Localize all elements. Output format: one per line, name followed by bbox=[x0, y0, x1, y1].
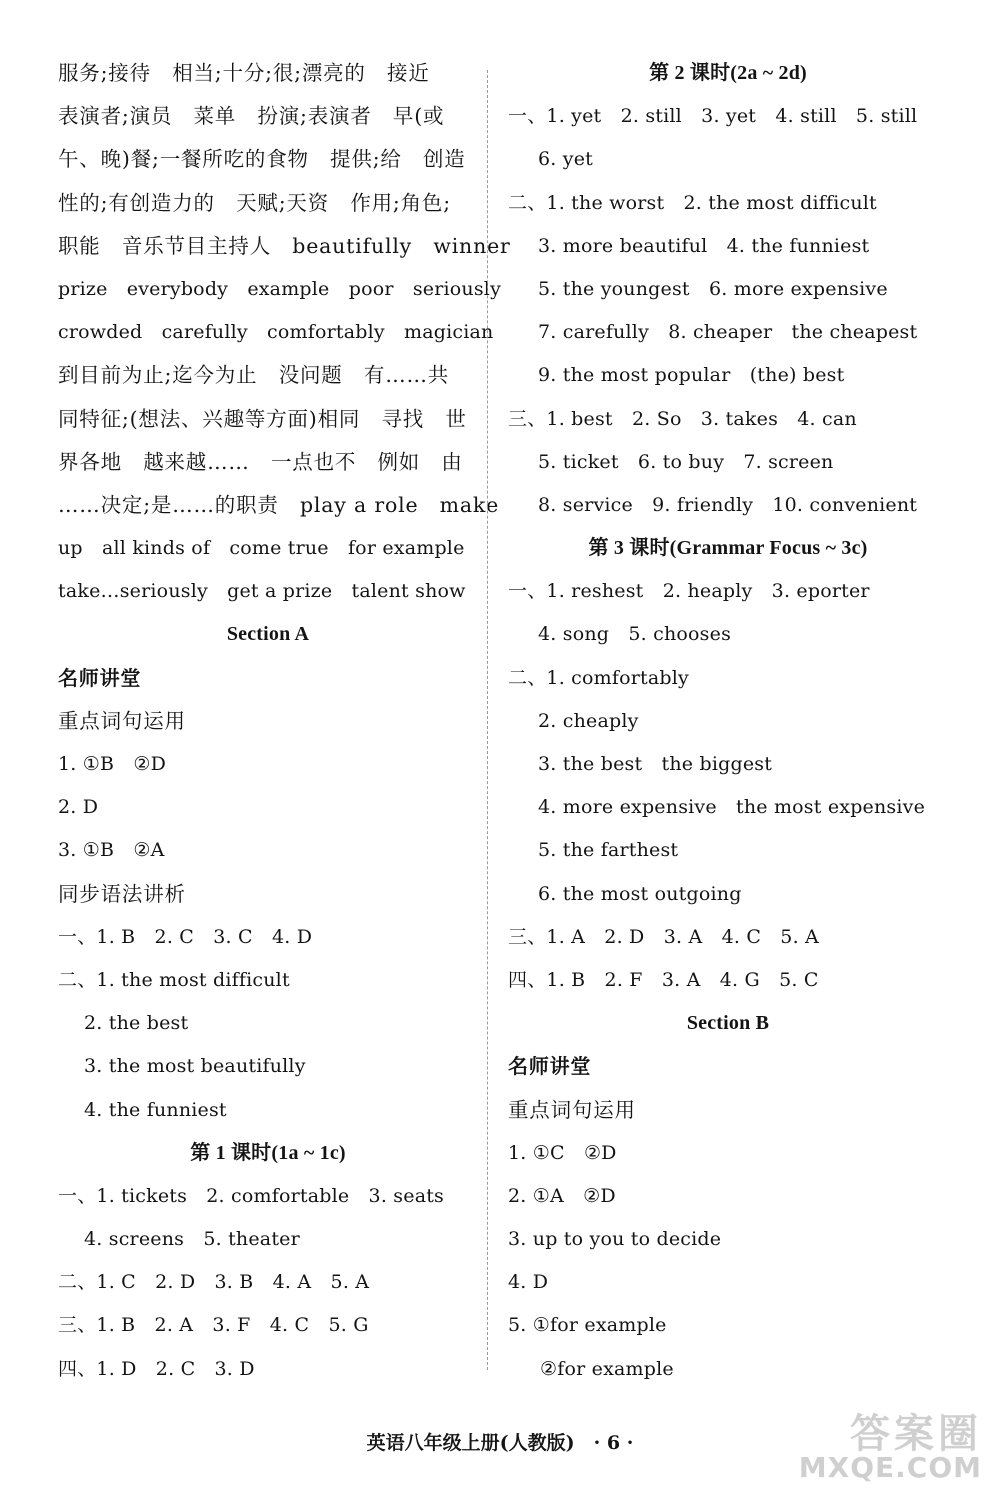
answer-line: 3. the most beautifully bbox=[84, 1055, 306, 1078]
answer-line: 4. D bbox=[508, 1271, 549, 1294]
section-heading: 第 3 课时(Grammar Focus ~ 3c) bbox=[588, 537, 868, 560]
answer-line: 9. the most popular (the) best bbox=[538, 364, 845, 387]
watermark-url: MXQE.COM bbox=[798, 1451, 982, 1484]
answer-line: 三、1. B 2. A 3. F 4. C 5. G bbox=[58, 1314, 369, 1337]
answer-line: 一、1. B 2. C 3. C 4. D bbox=[58, 925, 313, 948]
answer-line: 2. the best bbox=[84, 1012, 189, 1035]
answer-line: 3. more beautiful 4. the funniest bbox=[538, 234, 870, 257]
answer-line: 二、1. C 2. D 3. B 4. A 5. A bbox=[58, 1271, 370, 1294]
answer-line: 界各地 越来越…… 一点也不 例如 由 bbox=[58, 449, 463, 474]
answer-line: 2. D bbox=[58, 796, 99, 819]
answer-line: 三、1. best 2. So 3. takes 4. can bbox=[508, 407, 857, 430]
answer-line: 一、1. tickets 2. comfortable 3. seats bbox=[58, 1184, 445, 1207]
answer-line: prize everybody example poor seriously bbox=[58, 277, 502, 300]
answer-line: 一、1. yet 2. still 3. yet 4. still 5. still bbox=[508, 105, 918, 128]
left-column bbox=[58, 52, 511, 1391]
answer-line: 重点词句运用 bbox=[58, 708, 186, 733]
answer-line: 服务;接待 相当;十分;很;漂亮的 接近 bbox=[58, 61, 430, 85]
answer-line: 3. the best the biggest bbox=[538, 753, 773, 775]
section-heading: 第 2 课时(2a ~ 2d) bbox=[649, 62, 807, 84]
answer-line: 1. ①B ②D bbox=[58, 753, 167, 775]
answer-line: 二、1. comfortably bbox=[508, 666, 689, 689]
answer-line: 3. up to you to decide bbox=[508, 1228, 722, 1251]
answer-line: take…seriously get a prize talent show bbox=[58, 580, 466, 603]
answer-line: 名师讲堂 bbox=[508, 1054, 592, 1079]
answer-line: 3. ①B ②A bbox=[58, 839, 165, 862]
answer-line: 8. service 9. friendly 10. convenient bbox=[538, 493, 918, 516]
answer-line: 重点词句运用 bbox=[508, 1097, 636, 1122]
answer-line: 二、1. the worst 2. the most difficult bbox=[508, 191, 877, 214]
answer-line: 6. the most outgoing bbox=[538, 882, 742, 905]
watermark-title: 答案圈 bbox=[850, 1411, 982, 1457]
section-heading: 第 1 课时(1a ~ 1c) bbox=[190, 1141, 346, 1164]
answer-line: 一、1. reshest 2. heaply 3. eporter bbox=[508, 580, 870, 603]
answer-line: 2. ①A ②D bbox=[508, 1184, 616, 1207]
answer-line: 同步语法讲析 bbox=[58, 881, 186, 906]
answer-line: 表演者;演员 菜单 扮演;表演者 早(或 bbox=[58, 104, 445, 129]
answer-line: 1. ①C ②D bbox=[508, 1141, 617, 1164]
answer-line: 名师讲堂 bbox=[58, 665, 142, 690]
answer-line: crowded carefully comfortably magician bbox=[58, 321, 494, 344]
answer-line: 午、晚)餐;一餐所吃的食物 提供;给 创造 bbox=[58, 147, 466, 172]
answer-line: 7. carefully 8. cheaper the cheapest bbox=[538, 321, 918, 344]
answer-line: 4. the funniest bbox=[84, 1098, 227, 1121]
answer-line: 二、1. the most difficult bbox=[58, 968, 290, 991]
watermark-logo bbox=[798, 1411, 982, 1484]
answer-line: up all kinds of come true for example bbox=[58, 537, 465, 560]
answer-line: ②for example bbox=[540, 1357, 674, 1380]
answer-line: 6. yet bbox=[538, 148, 593, 171]
answer-line: 4. song 5. chooses bbox=[538, 623, 732, 646]
answer-line: 四、1. D 2. C 3. D bbox=[58, 1357, 255, 1380]
answer-line: 同特征;(想法、兴趣等方面)相同 寻找 世 bbox=[58, 406, 467, 431]
answer-line: 到目前为止;迄今为止 没问题 有……共 bbox=[58, 363, 450, 388]
answer-line: 性的;有创造力的 天赋;天资 作用;角色; bbox=[58, 190, 451, 215]
section-heading: Section A bbox=[226, 623, 310, 646]
answer-line: 四、1. B 2. F 3. A 4. G 5. C bbox=[508, 968, 819, 991]
answer-line: 三、1. A 2. D 3. A 4. C 5. A bbox=[508, 925, 819, 948]
page-footer: 英语八年级上册(人教版) · 6 · bbox=[366, 1432, 634, 1454]
answer-line: 5. ticket 6. to buy 7. screen bbox=[538, 450, 834, 473]
answer-line: 4. screens 5. theater bbox=[84, 1228, 300, 1251]
answer-line: 5. ①for example bbox=[508, 1314, 667, 1337]
answer-line: 2. cheaply bbox=[538, 709, 639, 732]
answer-line: 4. more expensive the most expensive bbox=[538, 796, 926, 819]
answer-line: ……决定;是……的职责 play a role make bbox=[58, 492, 500, 517]
answer-line: 职能 音乐节目主持人 beautifully winner bbox=[58, 233, 511, 258]
answer-line: 5. the youngest 6. more expensive bbox=[538, 277, 888, 300]
section-heading: Section B bbox=[686, 1012, 770, 1035]
right-column bbox=[508, 52, 948, 1391]
answer-line: 5. the farthest bbox=[538, 839, 679, 862]
column-divider bbox=[487, 70, 488, 1370]
